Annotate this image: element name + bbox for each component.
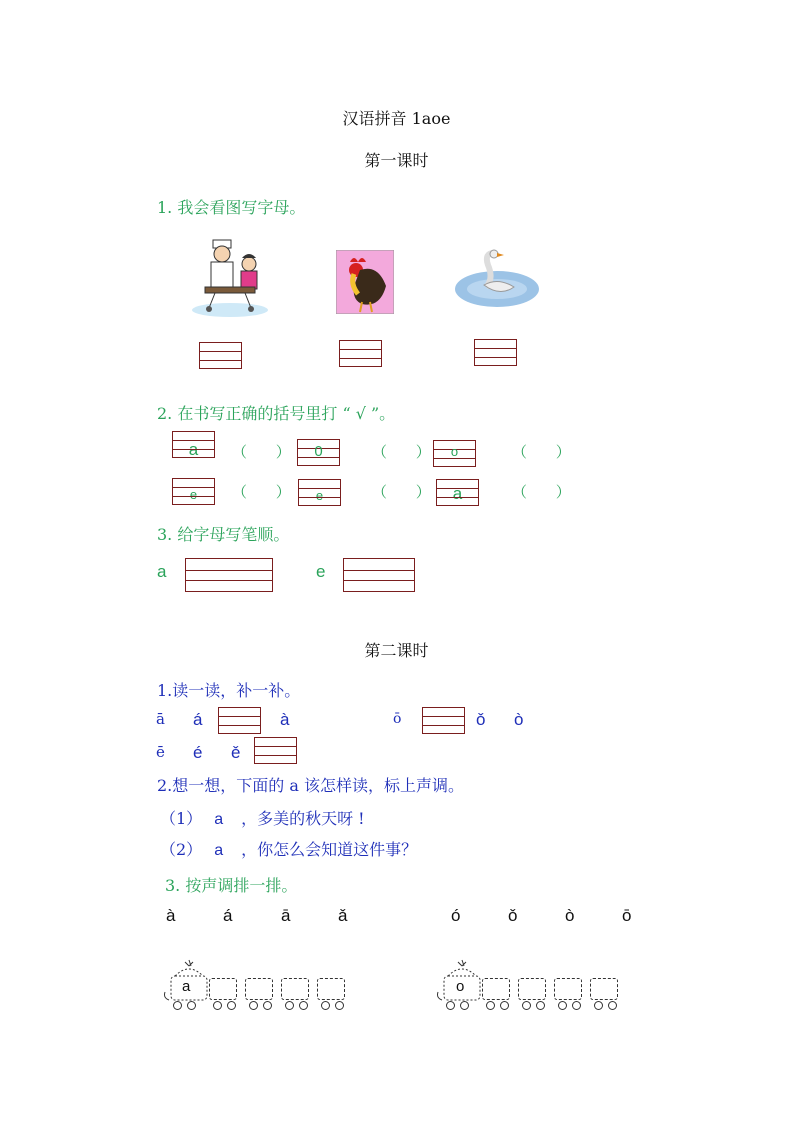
train-wheel <box>608 1001 617 1010</box>
train-o-car-4[interactable] <box>590 978 618 1000</box>
train-wheel <box>187 1001 196 1010</box>
train-o <box>436 958 626 1013</box>
train-wheel <box>285 1001 294 1010</box>
pinyin-o4: ò <box>514 710 524 729</box>
answer-paren-r1-1[interactable]: （ ） <box>232 443 303 461</box>
pinyin-e1: ē <box>156 743 165 761</box>
train-wheel <box>173 1001 182 1010</box>
train-o-car-2[interactable] <box>518 978 546 1000</box>
fill-grid-o2[interactable] <box>422 707 465 734</box>
pinyin-a4: à <box>280 710 290 729</box>
stroke-letter-a: a <box>157 562 167 581</box>
q2-line-2: （2） a ，你怎么会知道这件事？ <box>160 840 418 859</box>
tone-o-2: ǒ <box>508 906 518 925</box>
train-wheel <box>299 1001 308 1010</box>
lesson1-heading: 第一课时 <box>364 151 429 170</box>
train-wheel <box>249 1001 258 1010</box>
train-wheel <box>594 1001 603 1010</box>
q2-line-1: （1） a ，多美的秋天呀 ! <box>160 809 365 828</box>
tone-o-1: ó <box>451 906 461 925</box>
lesson2-heading: 第二课时 <box>364 641 429 660</box>
rooster-picture <box>336 250 394 314</box>
pinyin-e2: é <box>193 743 203 762</box>
tone-o-4: ō <box>622 906 632 925</box>
train-a <box>163 958 353 1013</box>
answer-paren-r2-3[interactable]: （ ） <box>512 483 583 501</box>
fill-grid-a3[interactable] <box>218 707 261 734</box>
train-wheel <box>500 1001 509 1010</box>
train-a-car-2[interactable] <box>245 978 273 1000</box>
lesson2-q2: 2.想一想，下面的 a 该怎样读，标上声调。 <box>157 776 464 795</box>
tone-a-4: ǎ <box>338 906 348 925</box>
train-wheel <box>536 1001 545 1010</box>
train-wheel <box>213 1001 222 1010</box>
train-wheel <box>522 1001 531 1010</box>
pinyin-o3: ǒ <box>476 710 486 729</box>
stroke-grid-e[interactable] <box>343 558 415 592</box>
train-o-letter: o <box>456 978 465 995</box>
option-grid-r2-3: a <box>436 479 479 506</box>
lesson2-q3: 3. 按声调排一排。 <box>165 876 298 895</box>
train-a-letter: a <box>182 978 191 995</box>
train-wheel <box>335 1001 344 1010</box>
train-o-car-3[interactable] <box>554 978 582 1000</box>
writing-grid-2[interactable] <box>339 340 382 367</box>
train-wheel <box>321 1001 330 1010</box>
answer-paren-r1-2[interactable]: （ ） <box>372 443 443 461</box>
train-wheel <box>558 1001 567 1010</box>
pinyin-e3: ě <box>231 743 241 762</box>
pinyin-a2: á <box>193 710 203 729</box>
pinyin-o1: ō <box>393 711 402 727</box>
lesson1-q3: 3. 给字母写笔顺。 <box>157 525 290 544</box>
train-a-car-4[interactable] <box>317 978 345 1000</box>
train-o-car-1[interactable] <box>482 978 510 1000</box>
tone-o-3: ò <box>565 906 575 925</box>
option-grid-r2-1: e <box>172 478 215 505</box>
answer-paren-r1-3[interactable]: （ ） <box>512 443 583 461</box>
train-wheel <box>460 1001 469 1010</box>
stroke-letter-e: e <box>316 562 326 581</box>
pinyin-a1: ā <box>156 710 165 728</box>
stroke-grid-a[interactable] <box>185 558 273 592</box>
option-grid-r1-3: o <box>433 440 476 467</box>
train-a-car-1[interactable] <box>209 978 237 1000</box>
lesson1-q1: 1. 我会看图写字母。 <box>157 198 306 217</box>
writing-grid-1[interactable] <box>199 342 242 369</box>
train-wheel <box>227 1001 236 1010</box>
train-wheel <box>486 1001 495 1010</box>
q2-a-2[interactable]: a <box>214 842 224 859</box>
answer-paren-r2-2[interactable]: （ ） <box>372 483 443 501</box>
page-title: 汉语拼音 1aoe <box>342 109 451 128</box>
tone-a-3: ā <box>281 906 291 925</box>
train-wheel <box>446 1001 455 1010</box>
swan-picture <box>454 245 540 311</box>
train-wheel <box>263 1001 272 1010</box>
option-grid-r1-1: a <box>172 431 215 458</box>
tone-a-2: á <box>223 906 233 925</box>
answer-paren-r2-1[interactable]: （ ） <box>232 483 303 501</box>
option-grid-r2-2: e <box>298 479 341 506</box>
doctor-child-picture <box>185 232 275 322</box>
train-a-car-3[interactable] <box>281 978 309 1000</box>
writing-grid-3[interactable] <box>474 339 517 366</box>
option-grid-r1-2: 0 <box>297 439 340 466</box>
fill-grid-e4[interactable] <box>254 737 297 764</box>
train-wheel <box>572 1001 581 1010</box>
q2-a-1[interactable]: a <box>214 811 224 828</box>
lesson2-q1: 1.读一读，补一补。 <box>157 681 301 700</box>
lesson1-q2: 2. 在书写正确的括号里打 “ √ ”。 <box>157 404 396 423</box>
tone-a-1: à <box>166 906 176 925</box>
